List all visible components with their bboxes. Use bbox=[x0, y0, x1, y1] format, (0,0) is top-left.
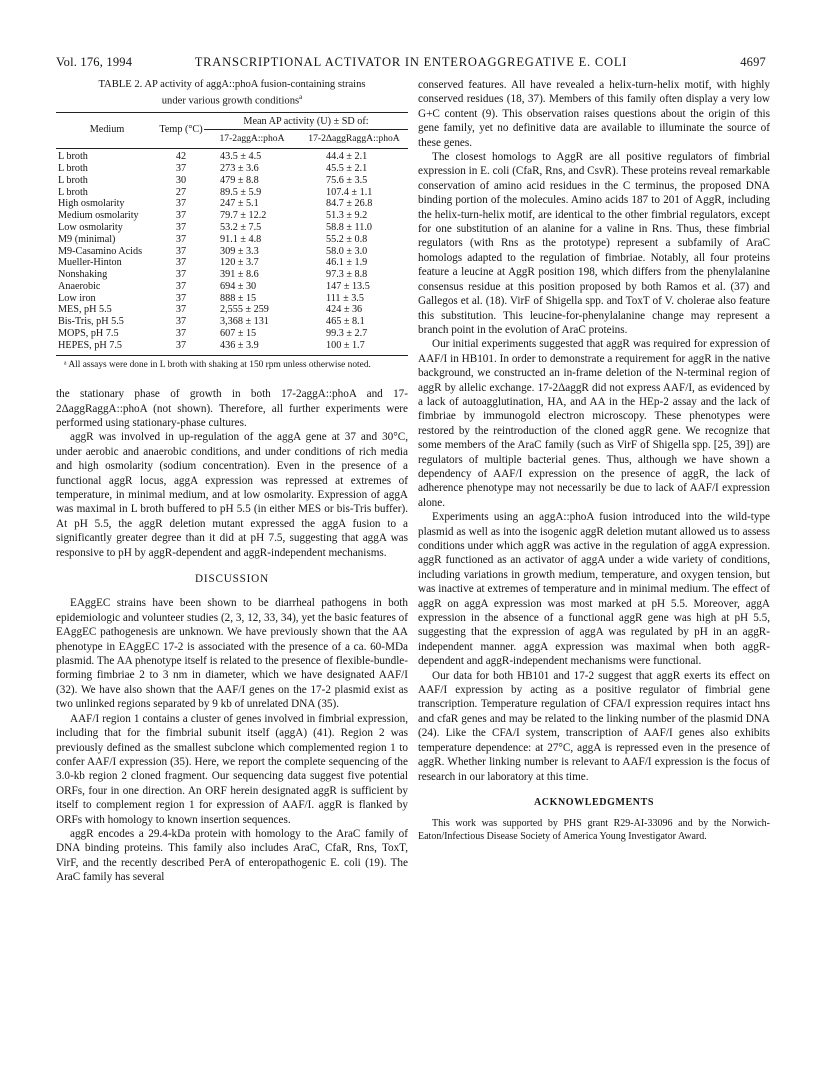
cell-medium: Medium osmolarity bbox=[58, 210, 139, 222]
table-caption-line-1: TABLE 2. AP activity of aggA::phoA fusion-containing strains bbox=[98, 79, 366, 90]
cell-strain-2: 107.4 ± 1.1 bbox=[326, 186, 373, 198]
cell-strain-1: 89.5 ± 5.9 bbox=[220, 186, 262, 198]
cell-temp: 37 bbox=[175, 198, 187, 210]
acknowledgments-text: This work was supported by PHS grant R29-AI-33096 and by the Norwich-Eaton/Infectious Disease Society of America Young Investigator Award. bbox=[418, 818, 770, 842]
running-header bbox=[56, 55, 766, 71]
paragraph: Our initial experiments suggested that aggR was required for expression of AAF/I in HB101. In order to demonstrate a requirement for aggR in the native background, we constructed an in-frame deletion of the N-terminal region of aggR by allelic exchange. 17-2ΔaggR did not express AAF/I, as evidenced by a lack of autoagglutination, HA, and AA in the HEp-2 assay and the lack of fimbriae by immunogold electron microscopy. These phenotypes were restored by the reintroduction of the cloned aggR gene. We recognize that some members of the AraC family (such as VirF of Shigella spp. [25, 39]) are regulators of multiple bacterial genes. Thus, although we have shown a dependency of AAF/I expression on the presence of aggR, the lack of adherence phenotype may not necessarily be due to lack of AAF/I expression alone. bbox=[418, 338, 770, 509]
paragraph: aggR encodes a 29.4-kDa protein with homology to the AraC family of DNA binding proteins. This family also includes AraC, CfaR, Rns, ToxT, VirF, and the recently described PerA of enteropathogenic E. coli (19). The AraC family has several bbox=[56, 827, 408, 884]
cell-temp: 37 bbox=[175, 269, 187, 281]
cell-medium: Low osmolarity bbox=[58, 221, 123, 233]
table-row bbox=[56, 257, 408, 269]
cell-strain-1: 309 ± 3.3 bbox=[220, 245, 259, 257]
cell-strain-2: 424 ± 36 bbox=[326, 304, 363, 316]
cell-strain-1: 273 ± 3.6 bbox=[220, 162, 259, 174]
table-row bbox=[56, 281, 408, 293]
cell-strain-2: 100 ± 1.7 bbox=[300, 340, 408, 355]
cell-temp: 37 bbox=[175, 233, 187, 245]
cell-strain-2: 51.3 ± 9.2 bbox=[326, 210, 368, 222]
col-header-medium: Medium bbox=[56, 112, 158, 149]
running-title: TRANSCRIPTIONAL ACTIVATOR IN ENTEROAGGREGATIVE E. COLI bbox=[194, 55, 628, 69]
cell-medium: Bis-Tris, pH 5.5 bbox=[58, 316, 124, 328]
table-caption-line-2: under various growth conditions bbox=[161, 95, 300, 107]
paragraph: aggR was involved in up-regulation of the aggA gene at 37 and 30°C, under aerobic and anaerobic conditions, and under conditions of rich media and high osmolarity (sodium concentration). Even in the presence of a functional aggR locus, aggA expression was repressed at extremes of temperature, in minimal medium, and at low osmolarity. Expression of aggA was maximal in L broth buffered to pH 5.5 (in either MES or bis-Tris buffer). At pH 5.5, the aggR deletion mutant expressed the aggA fusion to a significantly greater degree than it did at pH 7.5, suggesting that aggA was responsive to pH by aggR-dependent and aggR-independent mechanisms. bbox=[56, 431, 408, 559]
table-row bbox=[56, 340, 408, 355]
table-row bbox=[56, 269, 408, 281]
table-caption-line-2-wrap bbox=[56, 91, 408, 108]
cell-strain-1: 247 ± 5.1 bbox=[220, 198, 259, 210]
paragraph: The closest homologs to AggR are all positive regulators of fimbrial expression in E. coli (CfaR, Rns, and CsvR). These proteins reveal remarkable conservation of amino acid residues in the C terminus, the proposed DNA binding portion of the molecules. Amino acids 187 to 201 of AggR, including the helix-turn-helix motif, are identical to the other fimbrial regulators, except for one substitution of an alanine for a valine in Rns. Thus, these fimbrial regulators (with Rns as the prototype) represent a subfamily of AraC homologs adapted to the regulation of fimbriae. Notably, all four proteins feature a leucine at AggR position 198, which differs from the phenylalanine consensus residue at this position proposed by both Ramos et al. (37) and Gallegos et al. (18). VirF of Shigella spp. and ToxT of V. cholerae also feature this substitution. This leucine-for-phenylalanine change may represent a branch point in the evolution of AraC proteins. bbox=[418, 151, 770, 336]
table-row bbox=[56, 304, 408, 316]
page-number: 4697 bbox=[740, 55, 766, 69]
cell-strain-2: 75.6 ± 3.5 bbox=[326, 174, 368, 186]
cell-medium: M9-Casamino Acids bbox=[58, 245, 143, 257]
cell-temp: 37 bbox=[175, 257, 187, 269]
cell-strain-2: 58.8 ± 11.0 bbox=[326, 221, 372, 233]
cell-temp: 37 bbox=[175, 292, 187, 304]
paragraph: AAF/I region 1 contains a cluster of genes involved in fimbrial expression, including that for the fimbrial subunit itself (aggA) (41). Region 2 was previously defined as the smallest subclone which complemented region 1 to confer AAF/I expression (35). Here, we report the complete sequencing of the 3.0-kb region 2 cloned fragment. Our sequencing data suggest five potential ORFs, four in one direction. An ORF herein designated aggR is sufficient by itself to complement region 1 for expression of AAF/I. aggR is flanked by ORFs with homology to known insertion sequences. bbox=[56, 712, 408, 826]
cell-strain-2: 147 ± 13.5 bbox=[326, 280, 370, 292]
cell-temp: 37 bbox=[175, 221, 187, 233]
cell-strain-1: 120 ± 3.7 bbox=[220, 257, 259, 269]
cell-temp: 37 bbox=[175, 280, 187, 292]
cell-strain-2: 45.5 ± 2.1 bbox=[326, 162, 368, 174]
cell-medium: Low iron bbox=[58, 292, 96, 304]
table-row bbox=[56, 293, 408, 305]
cell-medium: Nonshaking bbox=[58, 269, 108, 281]
cell-medium: MOPS, pH 7.5 bbox=[58, 328, 119, 340]
cell-temp: 37 bbox=[158, 340, 204, 355]
cell-medium: L broth bbox=[58, 186, 88, 198]
cell-strain-1: 436 ± 3.9 bbox=[204, 340, 300, 355]
paragraph: Our data for both HB101 and 17-2 suggest that aggR exerts its effect on AAF/I expression by acting as a positive regulator of fimbrial gene transcription. Temperature regulation of CFA/I expression requires intact hns and cfaR genes and may be related to the linking number of the plasmid DNA (24). Like the CFA/I system, transcription of AAF/I genes also exhibits temperature dependence: at 27°C, aggA is repressed even in the presence of aggR. Whether linking number is relevant to AAF/I expression is the focus of research in our laboratory at this time. bbox=[418, 669, 770, 783]
table-row bbox=[56, 187, 408, 199]
cell-temp: 37 bbox=[175, 162, 187, 174]
cell-strain-2: 55.2 ± 0.8 bbox=[326, 233, 368, 245]
cell-medium: High osmolarity bbox=[58, 198, 125, 210]
cell-temp: 30 bbox=[175, 174, 187, 186]
table-row bbox=[56, 198, 408, 210]
cell-temp: 42 bbox=[175, 151, 187, 163]
cell-temp: 37 bbox=[175, 210, 187, 222]
journal-volume: Vol. 176, 1994 bbox=[56, 55, 133, 69]
cell-medium: L broth bbox=[58, 151, 88, 163]
cell-strain-1: 479 ± 8.8 bbox=[220, 174, 259, 186]
cell-medium: MES, pH 5.5 bbox=[58, 304, 112, 316]
table-row bbox=[56, 328, 408, 340]
cell-strain-2: 84.7 ± 26.8 bbox=[326, 198, 373, 210]
cell-temp: 37 bbox=[175, 328, 187, 340]
col-header-temp: Temp (°C) bbox=[158, 112, 204, 149]
cell-medium: HEPES, pH 7.5 bbox=[56, 340, 158, 355]
cell-medium: Mueller-Hinton bbox=[58, 257, 122, 269]
cell-strain-1: 694 ± 30 bbox=[220, 280, 257, 292]
cell-strain-2: 97.3 ± 8.8 bbox=[326, 269, 368, 281]
cell-strain-2: 46.1 ± 1.9 bbox=[326, 257, 368, 269]
cell-medium: Anaerobic bbox=[58, 280, 101, 292]
col-header-mean: Mean AP activity (U) ± SD of: bbox=[204, 112, 408, 130]
paragraph: conserved features. All have revealed a helix-turn-helix motif, with highly conserved residues (18, 37). Members of this family often display a very low G+C content (9). This observation raises questions about the origin of this gene family, yet no definitive data are available to illuminate the source of these genes. bbox=[418, 79, 770, 149]
table-row bbox=[56, 316, 408, 328]
cell-medium: L broth bbox=[58, 174, 88, 186]
cell-strain-2: 58.0 ± 3.0 bbox=[326, 245, 368, 257]
cell-strain-1: 2,555 ± 259 bbox=[220, 304, 269, 316]
cell-medium: L broth bbox=[58, 162, 88, 174]
cell-strain-1: 607 ± 15 bbox=[220, 328, 257, 340]
table-caption-marker: a bbox=[299, 93, 303, 101]
table-caption bbox=[56, 78, 408, 108]
cell-strain-2: 111 ± 3.5 bbox=[326, 292, 364, 304]
table-row bbox=[56, 234, 408, 246]
cell-medium: M9 (minimal) bbox=[58, 233, 116, 245]
paragraph: Experiments using an aggA::phoA fusion introduced into the wild-type plasmid as well as into the isogenic aggR deletion mutant allowed us to assess conditions under which aggR was active in the regulation of aggA expression. aggR functioned as an activator of aggA under a wide variety of conditions, including variations in growth medium, temperature, and oxygen tension, but was inactive at extremes of temperature and in minimal medium. The effect of aggR on aggA expression was most marked at pH 5.5. Moreover, aggA expression in the absence of a functional aggR gene was high at pH 5.5, suggesting that the expression of aggA was regulated by pH in an aggR-independent manner. aggA expression was maximal when both aggR-dependent and aggR-independent mechanisms were functional. bbox=[418, 511, 770, 668]
cell-strain-1: 43.5 ± 4.5 bbox=[220, 151, 262, 163]
cell-temp: 37 bbox=[175, 245, 187, 257]
section-heading-acknowledgments: ACKNOWLEDGMENTS bbox=[533, 796, 655, 808]
ap-activity-table bbox=[56, 112, 408, 356]
table-footnote: ᵃ All assays were done in L broth with shaking at 150 rpm unless otherwise noted. bbox=[64, 359, 371, 370]
table-row bbox=[56, 246, 408, 258]
cell-strain-2: 465 ± 8.1 bbox=[326, 316, 365, 328]
cell-strain-1: 53.2 ± 7.5 bbox=[220, 221, 262, 233]
cell-strain-1: 391 ± 8.6 bbox=[220, 269, 259, 281]
paragraph: EAggEC strains have been shown to be diarrheal pathogens in both epidemiologic and volunteer studies (2, 3, 12, 33, 34), yet the basic features of EAggEC pathogenesis are unknown. We have previously shown that the AA phenotype in EAggEC 17-2 is associated with the presence of a ca. 60-MDa plasmid. The AA phenotype itself is related to the presence of flexible-bundle-forming fimbriae 2 to 3 nm in diameter, which we have designated AAF/I (32). We have also shown that the AAF/I genes on the 17-2 plasmid exist as two unlinked regions separated by 9 kb of unrelated DNA (35). bbox=[56, 597, 408, 711]
cell-strain-1: 888 ± 15 bbox=[220, 292, 257, 304]
cell-strain-1: 79.7 ± 12.2 bbox=[220, 210, 267, 222]
cell-temp: 37 bbox=[175, 316, 187, 328]
right-column bbox=[418, 78, 770, 844]
paragraph: the stationary phase of growth in both 17-2aggA::phoA and 17-2ΔaggRaggA::phoA (not shown). Therefore, all further experiments were performed using stationary-phase cultures. bbox=[56, 388, 408, 429]
table-row bbox=[56, 210, 408, 222]
cell-temp: 37 bbox=[175, 304, 187, 316]
table-row bbox=[56, 222, 408, 234]
cell-strain-1: 91.1 ± 4.8 bbox=[220, 233, 262, 245]
table-row bbox=[56, 163, 408, 175]
col-header-strain-2: 17-2ΔaggRaggA::phoA bbox=[300, 130, 408, 149]
cell-temp: 27 bbox=[175, 186, 187, 198]
col-header-strain-1: 17-2aggA::phoA bbox=[204, 130, 300, 149]
left-column bbox=[56, 78, 408, 885]
cell-strain-2: 44.4 ± 2.1 bbox=[326, 151, 368, 163]
cell-strain-2: 99.3 ± 2.7 bbox=[326, 328, 368, 340]
section-heading-discussion: DISCUSSION bbox=[195, 573, 269, 586]
table-row bbox=[56, 149, 408, 163]
table-row bbox=[56, 175, 408, 187]
cell-strain-1: 3,368 ± 131 bbox=[220, 316, 269, 328]
